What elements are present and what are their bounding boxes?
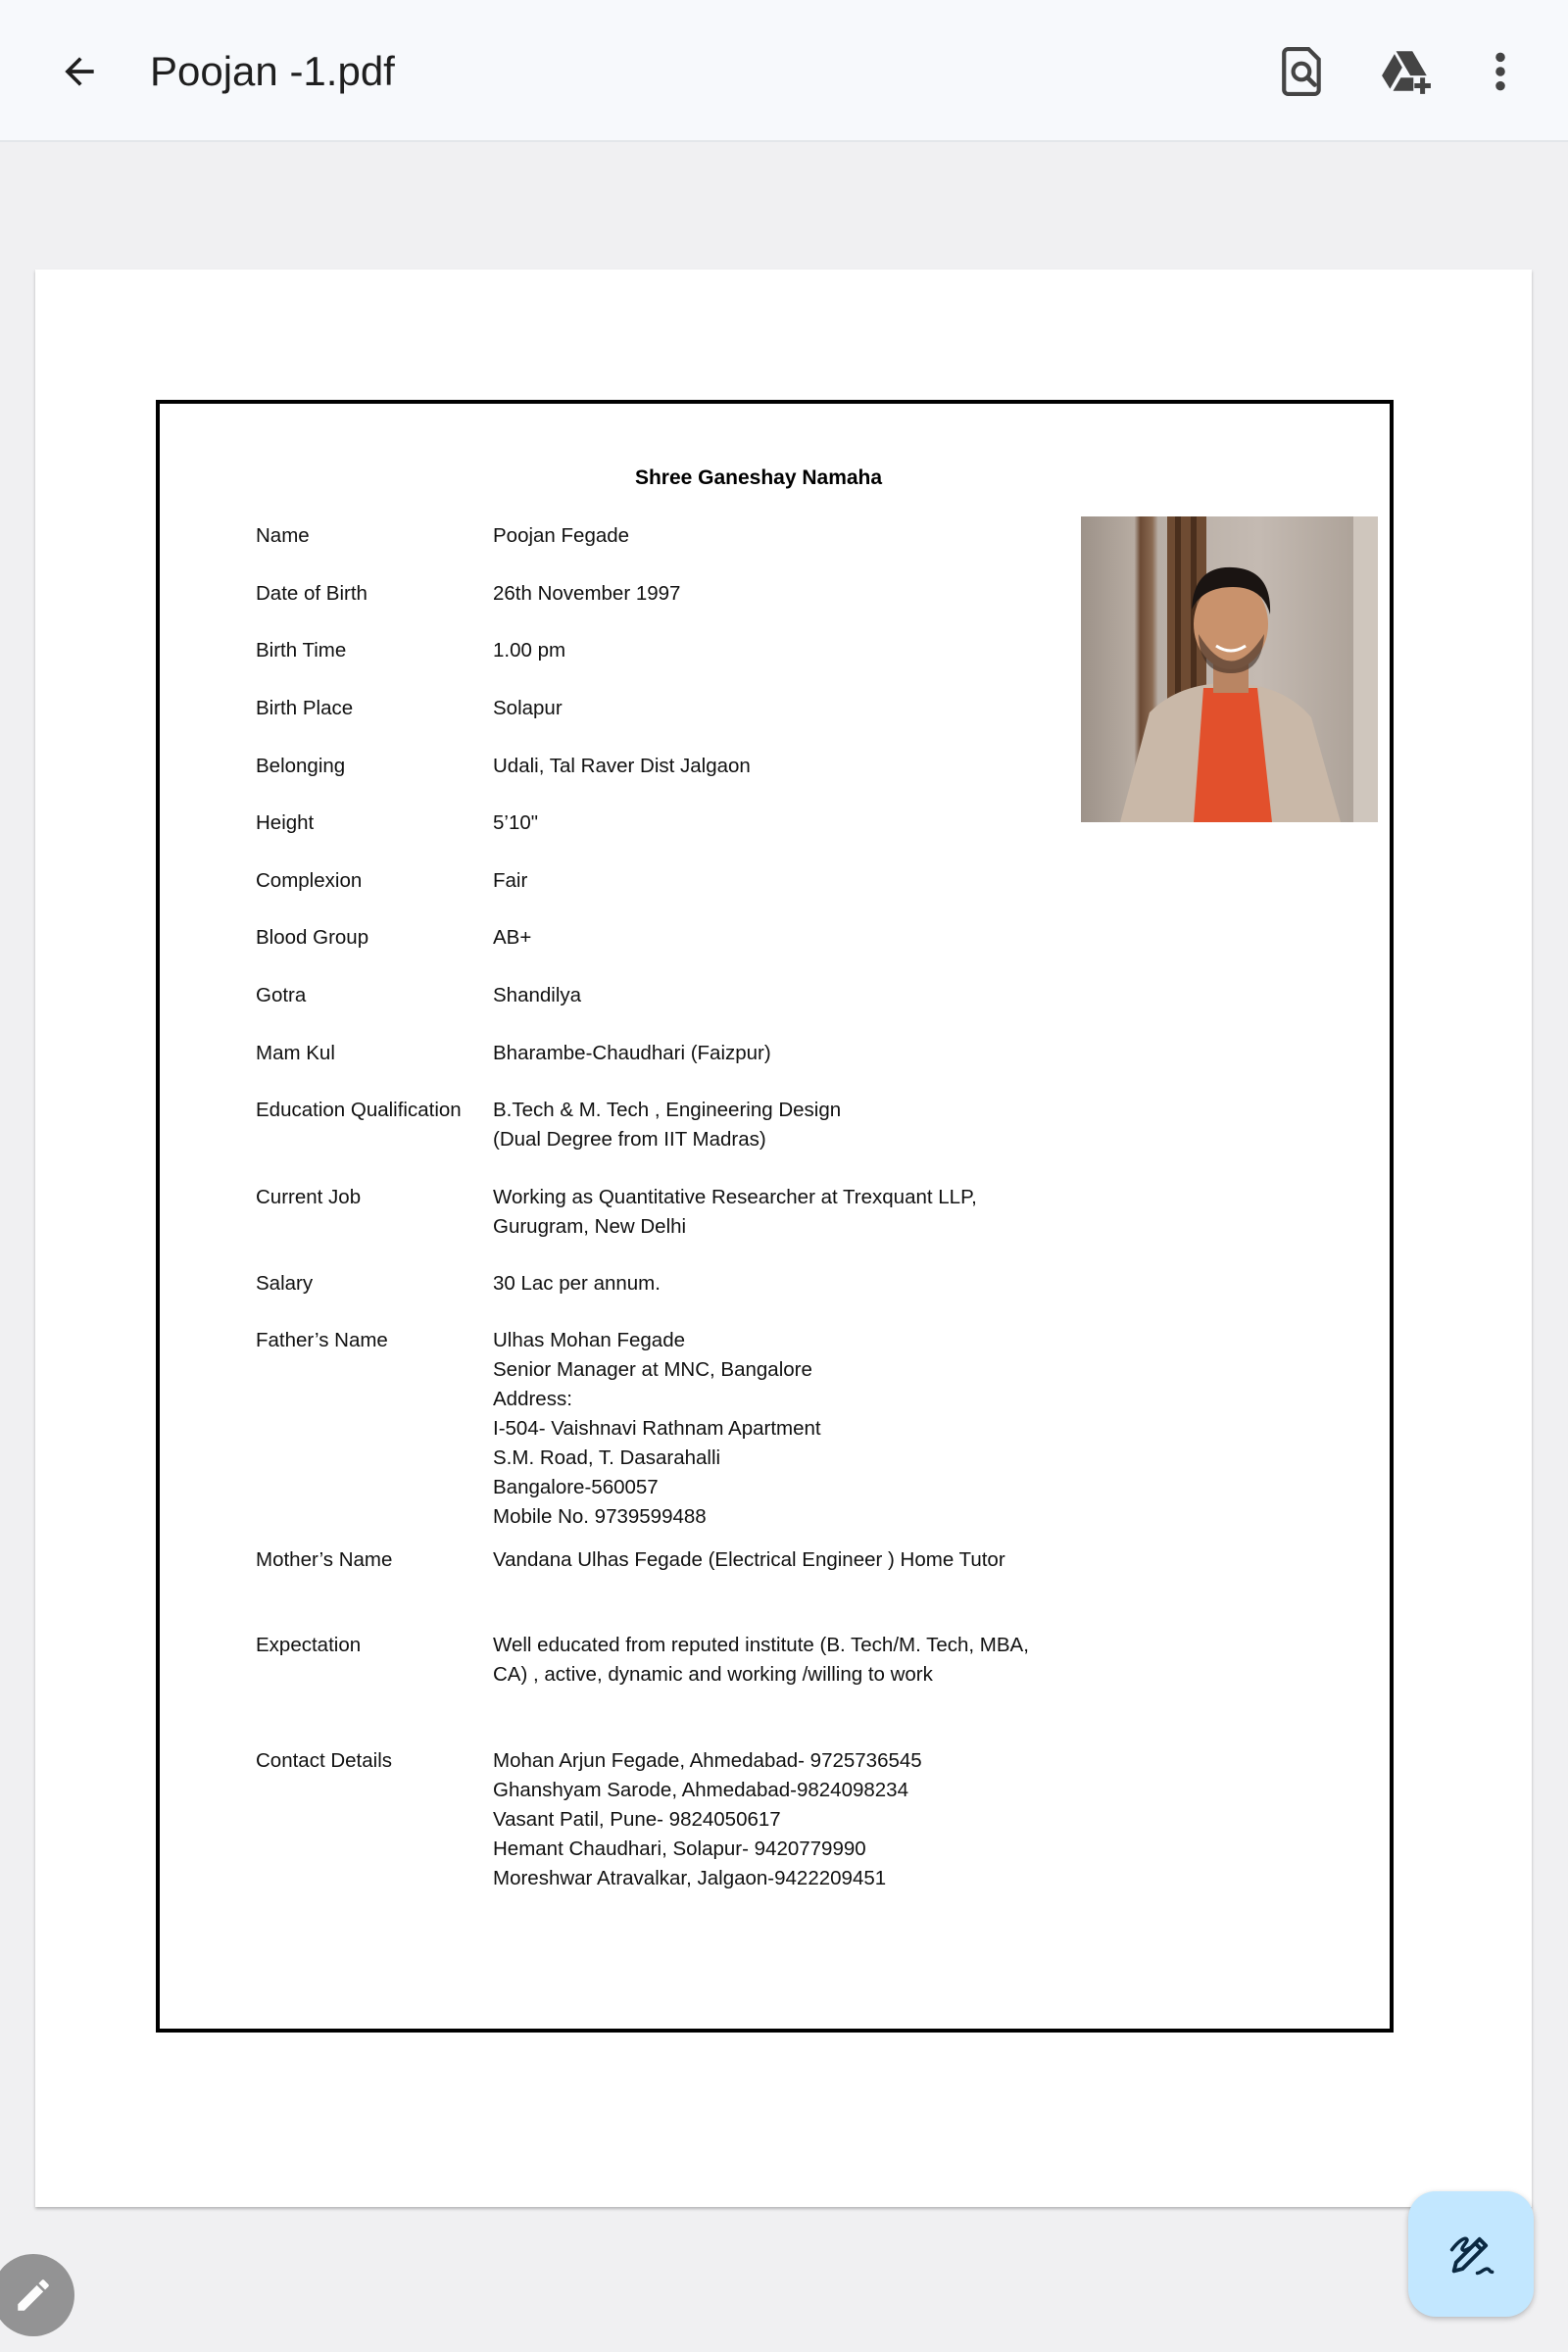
value-line: Udali, Tal Raver Dist Jalgaon xyxy=(493,755,751,777)
value-line: Ulhas Mohan Fegade xyxy=(493,1329,686,1351)
value-line: Bangalore-560057 xyxy=(493,1476,659,1498)
row-value xyxy=(493,1326,821,1532)
value-line: Fair xyxy=(493,869,528,892)
row-label: Education Qualification xyxy=(256,1099,462,1121)
row-value xyxy=(493,1096,841,1154)
row-value xyxy=(493,752,751,781)
draw-pencil-icon xyxy=(1446,2229,1496,2279)
row-value xyxy=(493,636,565,665)
profile-photo xyxy=(1081,516,1378,822)
row-label: Mother’s Name xyxy=(256,1548,393,1571)
value-line: Vasant Patil, Pune- 9824050617 xyxy=(493,1808,781,1831)
value-line: Solapur xyxy=(493,697,563,719)
row-label: Father’s Name xyxy=(256,1329,388,1351)
value-line: Senior Manager at MNC, Bangalore xyxy=(493,1358,812,1381)
value-line: Poojan Fegade xyxy=(493,524,630,547)
row-label: Name xyxy=(256,524,310,547)
value-line: Mohan Arjun Fegade, Ahmedabad- 9725736545 xyxy=(493,1749,922,1772)
annotate-button[interactable] xyxy=(0,2254,74,2336)
value-line: AB+ xyxy=(493,926,532,949)
value-line: Shandilya xyxy=(493,984,582,1006)
back-button[interactable] xyxy=(47,39,112,104)
value-line: Well educated from reputed institute (B. Tech/M. Tech, MBA, xyxy=(493,1634,1029,1656)
edit-fab-button[interactable] xyxy=(1408,2191,1534,2317)
row-label: Salary xyxy=(256,1272,314,1295)
value-line: S.M. Road, T. Dasarahalli xyxy=(493,1446,721,1469)
row-label: Complexion xyxy=(256,869,363,892)
row-value xyxy=(493,1183,977,1242)
row-label: Blood Group xyxy=(256,926,369,949)
row-label: Mam Kul xyxy=(256,1042,335,1064)
value-line: 1.00 pm xyxy=(493,639,566,662)
row-value xyxy=(493,808,538,838)
app-bar xyxy=(0,0,1568,142)
row-value xyxy=(493,521,629,551)
value-line: (Dual Degree from IIT Madras) xyxy=(493,1128,766,1151)
arrow-back-icon xyxy=(58,50,101,93)
row-value xyxy=(493,579,680,609)
value-line: Vandana Ulhas Fegade (Electrical Engineer ) Home Tutor xyxy=(493,1548,1005,1571)
row-value xyxy=(493,923,531,953)
row-value xyxy=(493,1269,661,1298)
value-line: Moreshwar Atravalkar, Jalgaon-9422209451 xyxy=(493,1867,887,1889)
row-value xyxy=(493,1746,922,1893)
row-label: Belonging xyxy=(256,755,346,777)
row-value xyxy=(493,694,563,723)
add-to-drive-icon xyxy=(1380,48,1433,95)
value-line: Address: xyxy=(493,1388,572,1410)
value-line: I-504- Vaishnavi Rathnam Apartment xyxy=(493,1417,821,1440)
add-to-drive-button[interactable] xyxy=(1374,39,1439,104)
value-line: Bharambe-Chaudhari (Faizpur) xyxy=(493,1042,771,1064)
row-label: Contact Details xyxy=(256,1749,393,1772)
value-line: 26th November 1997 xyxy=(493,582,681,605)
find-in-page-button[interactable] xyxy=(1270,39,1335,104)
row-value xyxy=(493,1631,1029,1690)
document-heading: Shree Ganeshay Namaha xyxy=(634,466,883,489)
document-border-frame xyxy=(156,400,1394,2033)
value-line: Gurugram, New Delhi xyxy=(493,1215,687,1238)
row-label: Birth Place xyxy=(256,697,354,719)
find-in-page-icon xyxy=(1280,47,1325,96)
pencil-icon xyxy=(13,2275,54,2316)
value-line: 30 Lac per annum. xyxy=(493,1272,661,1295)
row-value xyxy=(493,981,581,1010)
value-line: Hemant Chaudhari, Solapur- 9420779990 xyxy=(493,1838,866,1860)
value-line: CA) , active, dynamic and working /willing to work xyxy=(493,1663,933,1686)
value-line: B.Tech & M. Tech , Engineering Design xyxy=(493,1099,842,1121)
row-label: Gotra xyxy=(256,984,307,1006)
document-title: Poojan -1.pdf xyxy=(150,48,395,94)
value-line: Mobile No. 9739599488 xyxy=(493,1505,707,1528)
row-label: Expectation xyxy=(256,1634,362,1656)
row-label: Birth Time xyxy=(256,639,347,662)
value-line: 5’10" xyxy=(493,811,539,834)
row-label: Date of Birth xyxy=(256,582,368,605)
more-vert-icon xyxy=(1494,50,1507,93)
row-label: Current Job xyxy=(256,1186,362,1208)
value-line: Ghanshyam Sarode, Ahmedabad-9824098234 xyxy=(493,1779,908,1801)
row-value xyxy=(493,1039,771,1068)
row-value xyxy=(493,866,527,896)
row-value xyxy=(493,1545,1005,1575)
row-label: Height xyxy=(256,811,315,834)
value-line: Working as Quantitative Researcher at Trexquant LLP, xyxy=(493,1186,977,1208)
pdf-page xyxy=(35,270,1532,2207)
more-options-button[interactable] xyxy=(1468,39,1533,104)
